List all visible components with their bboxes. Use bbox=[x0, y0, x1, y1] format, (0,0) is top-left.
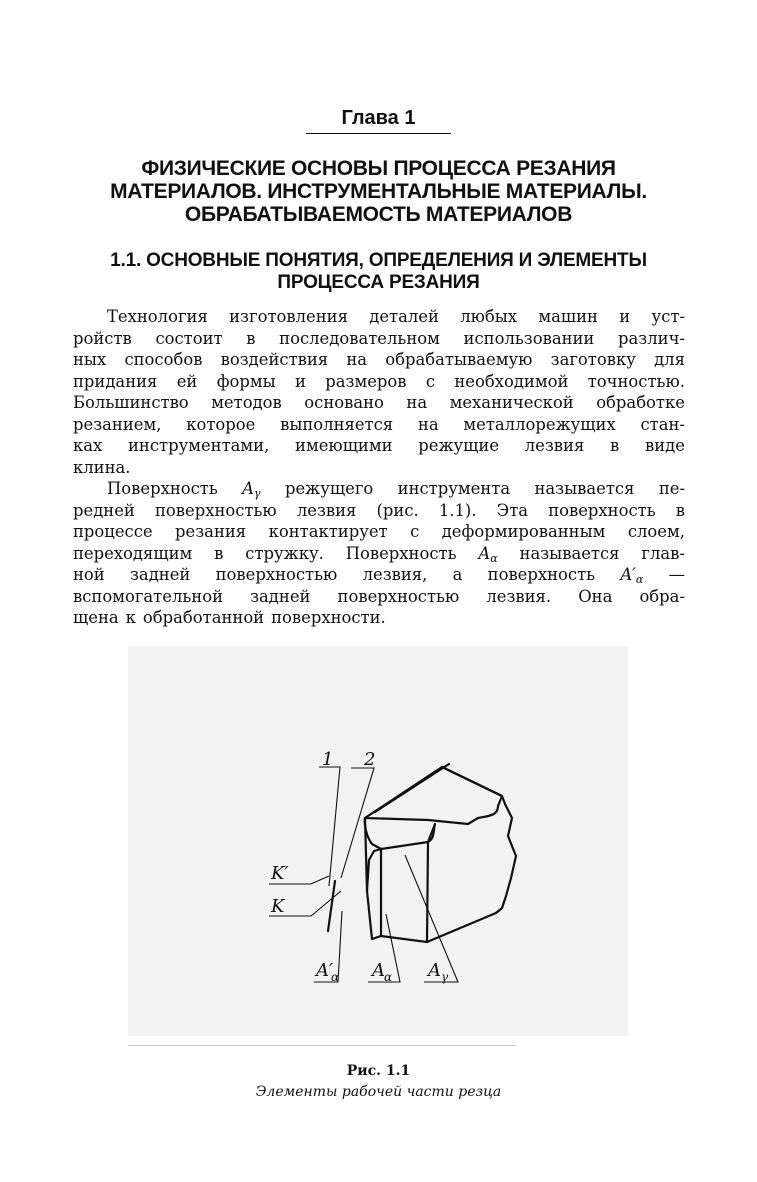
figure-cutting-tool bbox=[128, 646, 628, 1036]
label-k-prime: K′ bbox=[271, 863, 289, 884]
word: поверхностью bbox=[154, 500, 277, 520]
word: Поверхность bbox=[107, 479, 218, 498]
word: процессе bbox=[73, 522, 153, 541]
word: воздействия bbox=[220, 350, 329, 369]
word: задней bbox=[129, 565, 191, 584]
word: обра- bbox=[639, 586, 685, 606]
word: поверхностью bbox=[337, 586, 460, 606]
paragraph-line bbox=[73, 564, 685, 586]
paragraph-line bbox=[73, 328, 685, 350]
word: с bbox=[425, 371, 436, 391]
math-symbol: $A_\alpha$ bbox=[478, 543, 498, 565]
paragraph-line bbox=[73, 457, 685, 479]
label-a-alpha-prime: A′ bbox=[316, 960, 334, 981]
word: в bbox=[675, 500, 685, 520]
word: лезвия bbox=[296, 500, 357, 520]
label-1: 1 bbox=[322, 749, 334, 770]
word: на bbox=[406, 393, 428, 412]
word: в bbox=[214, 543, 224, 563]
paragraph-line bbox=[73, 414, 685, 436]
word: инструмента bbox=[397, 479, 511, 498]
figure-number: Рис. 1.1 bbox=[346, 1063, 411, 1079]
paragraph-line bbox=[73, 349, 685, 371]
word: придания bbox=[73, 371, 158, 391]
word: использовании bbox=[463, 328, 595, 348]
word: для bbox=[654, 350, 685, 369]
word: поверхности. bbox=[271, 608, 386, 627]
paragraph-line bbox=[73, 500, 685, 522]
word: ках bbox=[73, 436, 103, 455]
word: уст- bbox=[651, 307, 685, 326]
section-heading bbox=[60, 250, 697, 294]
word: с bbox=[410, 522, 420, 541]
word: на bbox=[417, 414, 439, 434]
paragraph-line bbox=[73, 543, 685, 565]
word: называется bbox=[519, 543, 620, 563]
word: ных bbox=[73, 350, 107, 369]
word: ной bbox=[73, 565, 105, 584]
label-a-gamma: A bbox=[428, 960, 441, 981]
word: лезвия, bbox=[362, 565, 428, 584]
section-heading-line: ПРОЦЕССА РЕЗАНИЯ bbox=[277, 272, 480, 293]
word: и bbox=[619, 307, 631, 326]
word: называется bbox=[534, 479, 635, 498]
word: способов bbox=[124, 350, 203, 369]
word: ей bbox=[176, 371, 198, 391]
paragraph-line bbox=[73, 478, 685, 500]
word: Она bbox=[578, 586, 613, 606]
word: поверхностью bbox=[215, 565, 338, 584]
word: стан- bbox=[640, 414, 685, 434]
word: деформированным bbox=[441, 522, 606, 541]
word: резанием, bbox=[73, 414, 162, 434]
word: в bbox=[246, 328, 256, 348]
word: пе- bbox=[658, 479, 685, 498]
word: 1.1). bbox=[438, 500, 477, 520]
paragraph-line bbox=[73, 371, 685, 393]
word: и bbox=[295, 371, 306, 391]
word: на bbox=[346, 350, 368, 369]
word: поверхность bbox=[548, 500, 656, 520]
section-heading-line: 1.1. ОСНОВНЫЕ ПОНЯТИЯ, ОПРЕДЕЛЕНИЯ И ЭЛЕМЕНТЫ bbox=[110, 250, 647, 271]
word: Большинство bbox=[73, 393, 189, 412]
paragraph-line bbox=[73, 392, 685, 414]
word: глав- bbox=[641, 543, 685, 563]
word: вспомогательной bbox=[73, 586, 223, 606]
word: обрабатываемую bbox=[385, 350, 533, 369]
chapter-title bbox=[60, 157, 697, 226]
word: заготовку bbox=[550, 350, 636, 369]
word: изготовления bbox=[229, 307, 348, 326]
word: формы bbox=[216, 371, 276, 391]
word: задней bbox=[250, 586, 311, 606]
figure-divider bbox=[128, 1045, 516, 1046]
chapter-title-line: ФИЗИЧЕСКИЕ ОСНОВЫ ПРОЦЕССА РЕЗАНИЯ bbox=[141, 157, 616, 180]
word: Поверхность bbox=[345, 543, 457, 563]
word: которое bbox=[186, 414, 256, 434]
word: щена bbox=[73, 608, 119, 627]
word: инструментами, bbox=[127, 436, 270, 455]
label-a-alpha-prime-sub: α bbox=[331, 970, 340, 984]
word: слоем, bbox=[627, 522, 685, 541]
word: (рис. bbox=[376, 500, 419, 520]
label-k: K bbox=[271, 896, 285, 917]
word: резания bbox=[175, 522, 247, 541]
word: точностью. bbox=[587, 371, 685, 391]
word: поверхность bbox=[487, 565, 596, 584]
word: лезвия. bbox=[486, 586, 552, 606]
chapter-heading: Глава 1 bbox=[341, 107, 416, 129]
word: деталей bbox=[369, 307, 439, 326]
word: любых bbox=[460, 307, 518, 326]
word: механической bbox=[449, 393, 574, 412]
chapter-title-line: МАТЕРИАЛОВ. ИНСТРУМЕНТАЛЬНЫЕ МАТЕРИАЛЫ. bbox=[110, 180, 647, 203]
word: переходящим bbox=[73, 543, 193, 563]
word: металлорежущих bbox=[463, 414, 616, 434]
word: обработке bbox=[596, 393, 685, 412]
word: редней bbox=[73, 500, 135, 520]
label-a-alpha: A bbox=[372, 960, 385, 981]
word: состоит bbox=[155, 328, 223, 348]
word: основано bbox=[304, 393, 384, 412]
paragraph-line bbox=[73, 435, 685, 457]
word: необходимой bbox=[454, 371, 569, 391]
word: клина. bbox=[73, 457, 131, 477]
word: обработанной bbox=[142, 608, 265, 627]
word: Технология bbox=[107, 307, 208, 326]
figure-caption: Элементы рабочей части резца bbox=[255, 1084, 502, 1100]
word: методов bbox=[211, 393, 282, 412]
word: — bbox=[668, 565, 685, 584]
label-a-gamma-sub: γ bbox=[441, 970, 449, 984]
word: к bbox=[125, 608, 136, 627]
paragraph-line bbox=[73, 586, 685, 608]
word: контактирует bbox=[268, 522, 388, 541]
paragraph-line bbox=[73, 306, 685, 328]
label-2: 2 bbox=[364, 749, 376, 770]
word: имеющими bbox=[295, 436, 393, 455]
word: стружку. bbox=[245, 543, 324, 563]
body-text bbox=[73, 306, 685, 629]
label-a-alpha-sub: α bbox=[384, 970, 393, 984]
word: режущие bbox=[418, 436, 500, 455]
chapter-underline bbox=[306, 133, 451, 134]
word: машин bbox=[538, 307, 598, 326]
cutter-drawing bbox=[128, 646, 628, 1036]
word: режущего bbox=[284, 479, 374, 498]
paragraph-line bbox=[73, 521, 685, 543]
math-symbol: $A'_\alpha$ bbox=[620, 565, 644, 586]
word: а bbox=[452, 565, 463, 584]
word: в bbox=[610, 436, 620, 455]
word: выполняется bbox=[280, 414, 394, 434]
word: Эта bbox=[496, 500, 529, 520]
paragraph-line bbox=[73, 607, 685, 629]
word: последовательном bbox=[279, 328, 440, 348]
math-symbol: $A_\gamma$ bbox=[242, 479, 261, 500]
chapter-title-line: ОБРАБАТЫВАЕМОСТЬ МАТЕРИАЛОВ bbox=[184, 203, 573, 226]
word: размеров bbox=[325, 371, 407, 391]
word: различ- bbox=[618, 328, 685, 348]
word: виде bbox=[644, 436, 685, 455]
word: ройств bbox=[73, 328, 132, 348]
word: лезвия bbox=[524, 436, 585, 455]
